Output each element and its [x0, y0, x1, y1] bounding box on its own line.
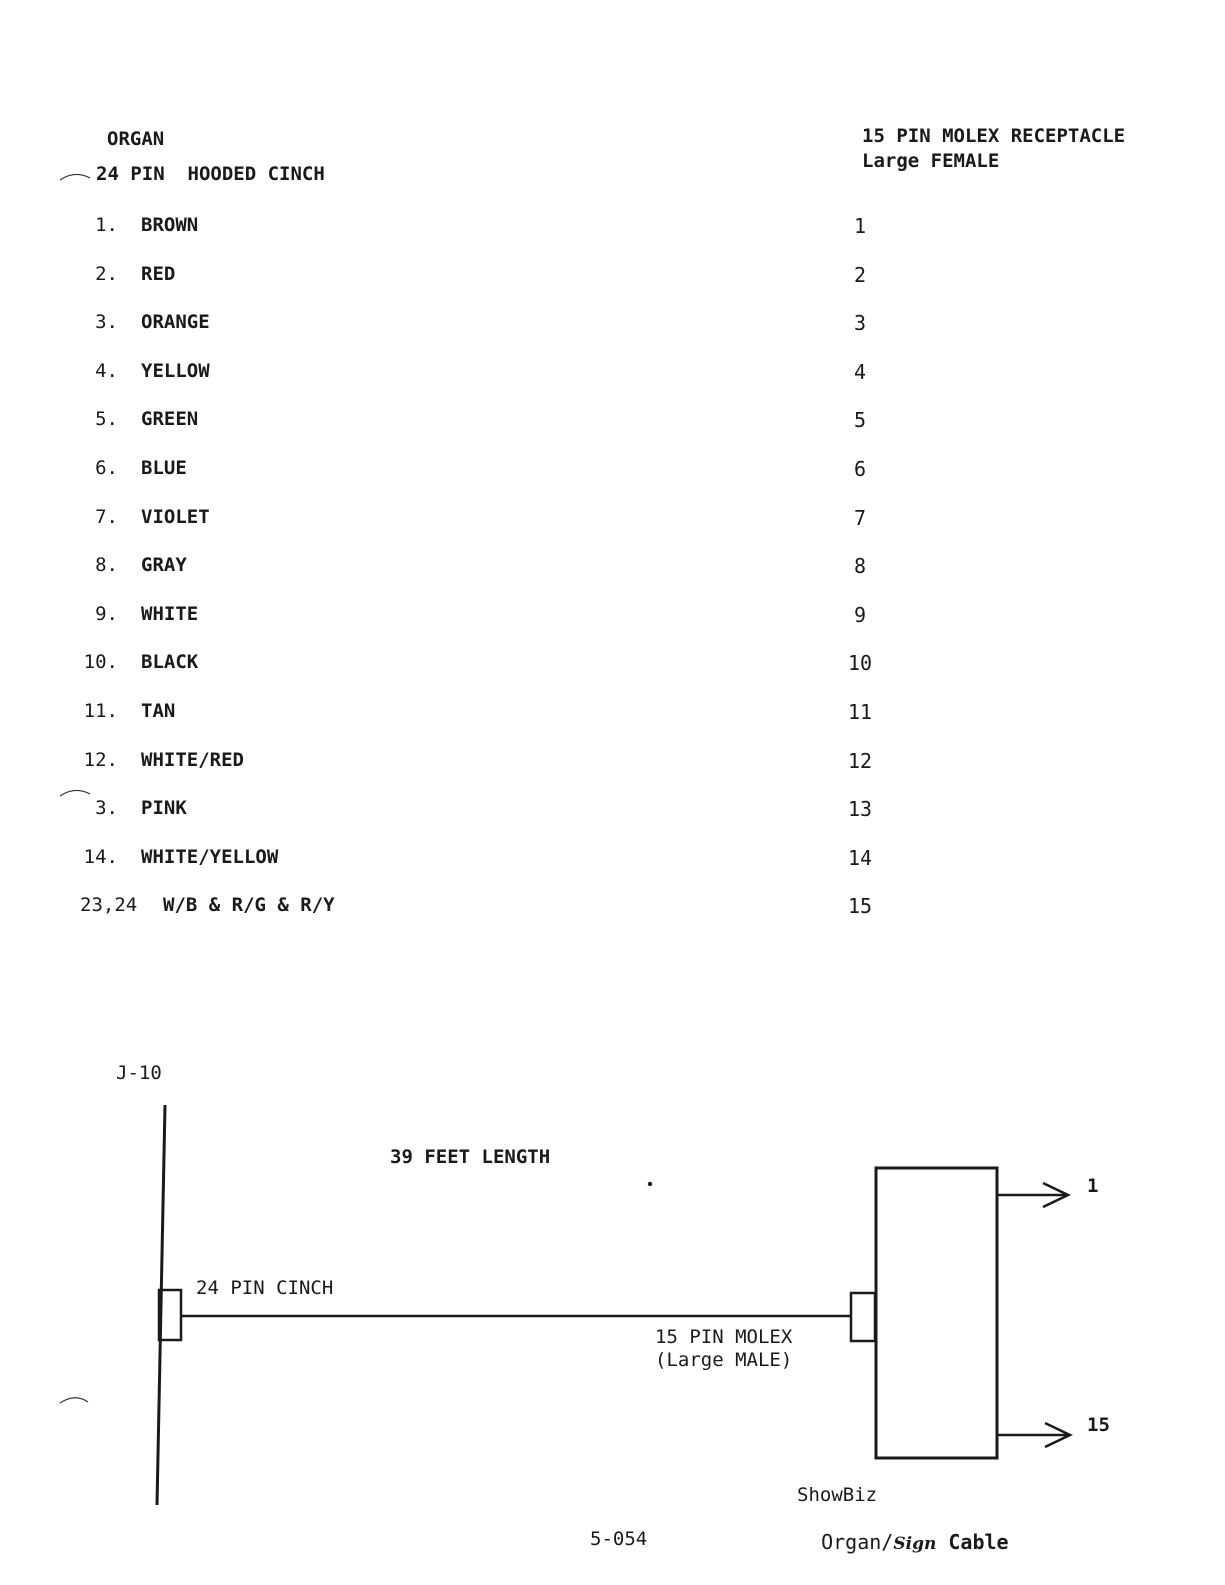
organ-pin-number: 12. [83, 749, 118, 771]
molex-pin-number: 7 [853, 506, 867, 530]
molex-pin-number: 13 [847, 797, 873, 821]
large-female-subtitle: Large FEMALE [862, 150, 1000, 172]
molex-pin-number: 5 [853, 408, 867, 432]
molex-pin-number: 1 [853, 214, 867, 238]
wire-color: ORANGE [141, 311, 210, 333]
caption-line1: ShowBiz [797, 1484, 878, 1506]
organ-pin-number: 10. [83, 651, 118, 673]
margin-mark [60, 790, 90, 796]
molex-label-line2: (Large MALE) [655, 1349, 793, 1371]
organ-pin-number: 1. [95, 214, 118, 236]
sign-box [876, 1168, 997, 1458]
wire-color: BLACK [141, 651, 199, 673]
organ-pin-number: 3. [95, 797, 118, 819]
organ-pin-number: 23,24 [80, 894, 138, 916]
organ-pin-number: 2. [95, 263, 118, 285]
molex-receptacle-title: 15 PIN MOLEX RECEPTACLE [862, 125, 1126, 147]
margin-mark [60, 174, 90, 180]
molex-pin-number: 10 [847, 651, 873, 675]
organ-pin-number: 8. [95, 554, 118, 576]
caption-sign: Sign [893, 1534, 937, 1554]
organ-pin-number: 14. [83, 846, 118, 868]
molex-pin-number: 12 [847, 749, 873, 773]
molex-pin-number: 2 [853, 263, 867, 287]
organ-pin-number: 3. [95, 311, 118, 333]
caption-cable: Cable [936, 1530, 1009, 1554]
length-label: 39 FEET LENGTH [390, 1146, 551, 1168]
molex-pin-number: 8 [853, 554, 867, 578]
wire-color: YELLOW [141, 360, 210, 382]
page-number: 5-054 [590, 1528, 648, 1550]
molex-pin-number: 3 [853, 311, 867, 335]
caption-line2 [797, 1509, 1009, 1555]
wire-color: WHITE/YELLOW [141, 846, 279, 868]
wire-color: VIOLET [141, 506, 210, 528]
organ-pin-number: 9. [95, 603, 118, 625]
wire-color: PINK [141, 797, 187, 819]
wire-color: BLUE [141, 457, 187, 479]
molex-pin-number: 4 [853, 360, 867, 384]
molex-pin-number: 14 [847, 846, 873, 870]
molex-pin-number: 11 [847, 700, 873, 724]
wire-color: WHITE [141, 603, 199, 625]
output-pin-top: 1 [1087, 1175, 1099, 1197]
organ-pin-number: 5. [95, 408, 118, 430]
organ-pin-number: 4. [95, 360, 118, 382]
wire-color: BROWN [141, 214, 199, 236]
jack-label: J-10 [116, 1062, 162, 1084]
wire-color: W/B & R/G & R/Y [163, 894, 335, 916]
organ-pin-number: 7. [95, 506, 118, 528]
wire-color: WHITE/RED [141, 749, 244, 771]
wire-color: TAN [141, 700, 176, 722]
molex-pin-number: 6 [853, 457, 867, 481]
wire-color: GRAY [141, 554, 187, 576]
organ-pin-number: 11. [83, 700, 118, 722]
molex-connector [851, 1293, 875, 1341]
hooded-cinch-subtitle: 24 PIN HOODED CINCH [96, 163, 325, 185]
margin-mark [60, 1398, 88, 1403]
caption-organ: Organ/ [821, 1530, 894, 1554]
cinch-label: 24 PIN CINCH [196, 1277, 334, 1299]
output-pin-bottom: 15 [1087, 1414, 1110, 1436]
organ-pin-number: 6. [95, 457, 118, 479]
molex-pin-number: 9 [853, 603, 867, 627]
molex-label-line1: 15 PIN MOLEX [655, 1326, 793, 1348]
organ-title: ORGAN [107, 128, 165, 150]
wire-color: RED [141, 263, 176, 285]
wire-color: GREEN [141, 408, 199, 430]
molex-pin-number: 15 [847, 894, 873, 918]
